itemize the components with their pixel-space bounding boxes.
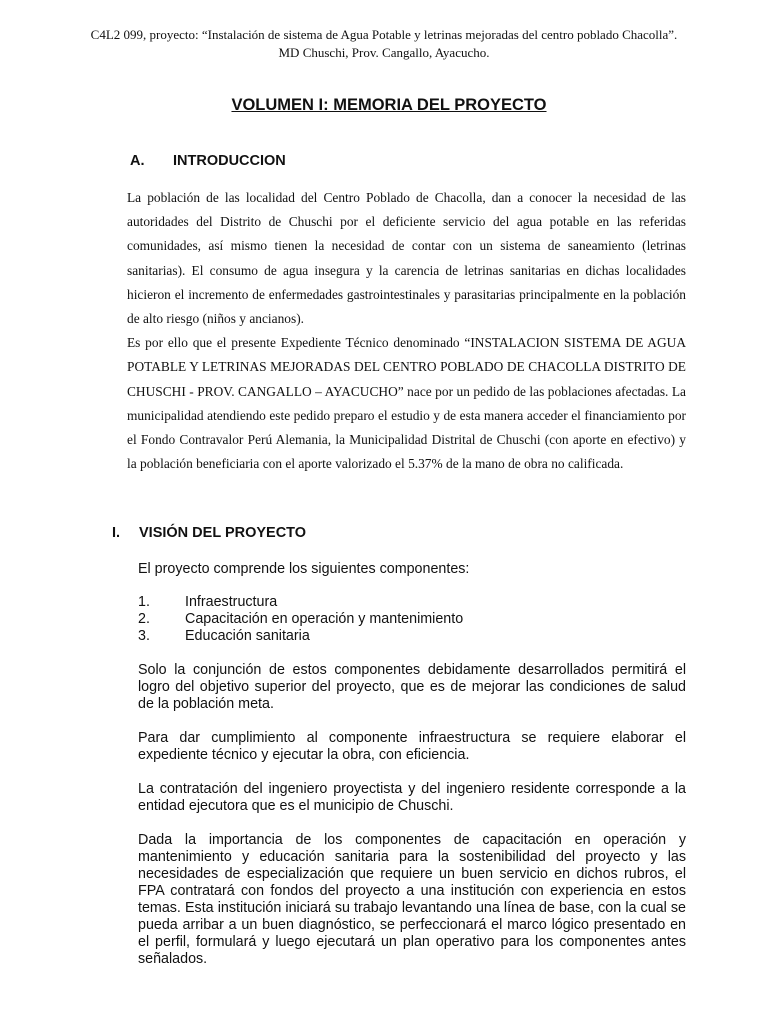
header-line-1: C4L2 099, proyecto: “Instalación de sistema de Agua Potable y letrinas mejoradas del centro poblado Chacolla”. (90, 27, 678, 42)
list-item-label: Capacitación en operación y mantenimiento (185, 611, 464, 627)
intro-paragraph: Es por ello que el presente Expediente Técnico denominado “INSTALACION SISTEMA DE AGUA POTABLE Y LETRINAS MEJORADAS DEL CENTRO POBLADO DE CHACOLLA DISTRITO DE CHUSCHI - PROV. CANGALLO – AYACUCHO” nace por un pedido de las poblaciones afectadas. La municipalidad atendiendo este pedido preparo el estudio y de esta manera acceder el financiamiento por el Fondo Contravalor Perú Alemania, la Municipalidad Distrital de Chuschi (con aporte en efectivo) y la población beneficiaria con el aporte valorizado el 5.37% de la mano de obra no calificada. (127, 335, 686, 472)
vision-paragraph: La contratación del ingeniero proyectista y del ingeniero residente corresponde a la entidad ejecutora que es el municipio de Chuschi. (138, 781, 686, 814)
section-a-number: A. (130, 153, 145, 169)
header-line-2: MD Chuschi, Prov. Cangallo, Ayacucho. (278, 45, 490, 60)
components-intro: El proyecto comprende los siguientes componentes: (138, 561, 470, 577)
section-a-heading (130, 153, 286, 169)
list-item-number: 2. (138, 611, 150, 627)
section-i-number: I. (112, 525, 121, 541)
components-list (138, 594, 686, 645)
section-a-title: INTRODUCCION (173, 153, 286, 169)
page-header (60, 26, 708, 62)
intro-paragraph: La población de las localidad del Centro Poblado de Chacolla, dan a conocer la necesidad de las autoridades del Distrito de Chuschi por el deficiente servicio del agua potable en las referidas comunidades, así mismo tienen la necesidad de contar con un sistema de saneamiento (letrinas sanitarias). El consumo de agua insegura y la carencia de letrinas sanitarias en dichas localidades hicieron el incremento de enfermedades gastrointestinales y parasitarias principalmente en la población de alto riesgo (niños y ancianos). (127, 190, 686, 327)
section-i-title: VISIÓN DEL PROYECTO (139, 525, 307, 541)
vision-paragraph: Dada la importancia de los componentes de capacitación en operación y mantenimiento y educación sanitaria para la sostenibilidad del proyecto y las necesidades de especialización que requiere un buen servicio en dichos rubros, el FPA contratará con fondos del proyecto a una institución con experiencia en estos temas. Esta institución iniciará su trabajo levantando una línea de base, con la cual se pueda arribar a un buen diagnóstico, se perfeccionará el marco lógico presentado en el perfil, formulará y luego ejecutará un plan operativo para los componentes antes señalados. (138, 832, 686, 967)
list-item (138, 628, 686, 645)
document-title (0, 96, 768, 115)
list-item-label: Infraestructura (185, 594, 278, 610)
section-i-heading (112, 525, 306, 541)
document-title-text: VOLUMEN I: MEMORIA DEL PROYECTO (231, 96, 547, 114)
vision-paragraph: Para dar cumplimiento al componente infraestructura se requiere elaborar el expediente técnico y ejecutar la obra, con eficiencia. (138, 730, 686, 763)
list-item-label: Educación sanitaria (185, 628, 310, 644)
list-item-number: 1. (138, 594, 150, 610)
list-item (138, 594, 686, 611)
section-i-body (138, 561, 686, 985)
vision-paragraph: Solo la conjunción de estos componentes debidamente desarrollados permitirá el logro del objetivo superior del proyecto, que es de mejorar las condiciones de salud de la población meta. (138, 662, 686, 712)
list-item (138, 611, 686, 628)
section-a-body (127, 186, 686, 476)
list-item-number: 3. (138, 628, 150, 644)
